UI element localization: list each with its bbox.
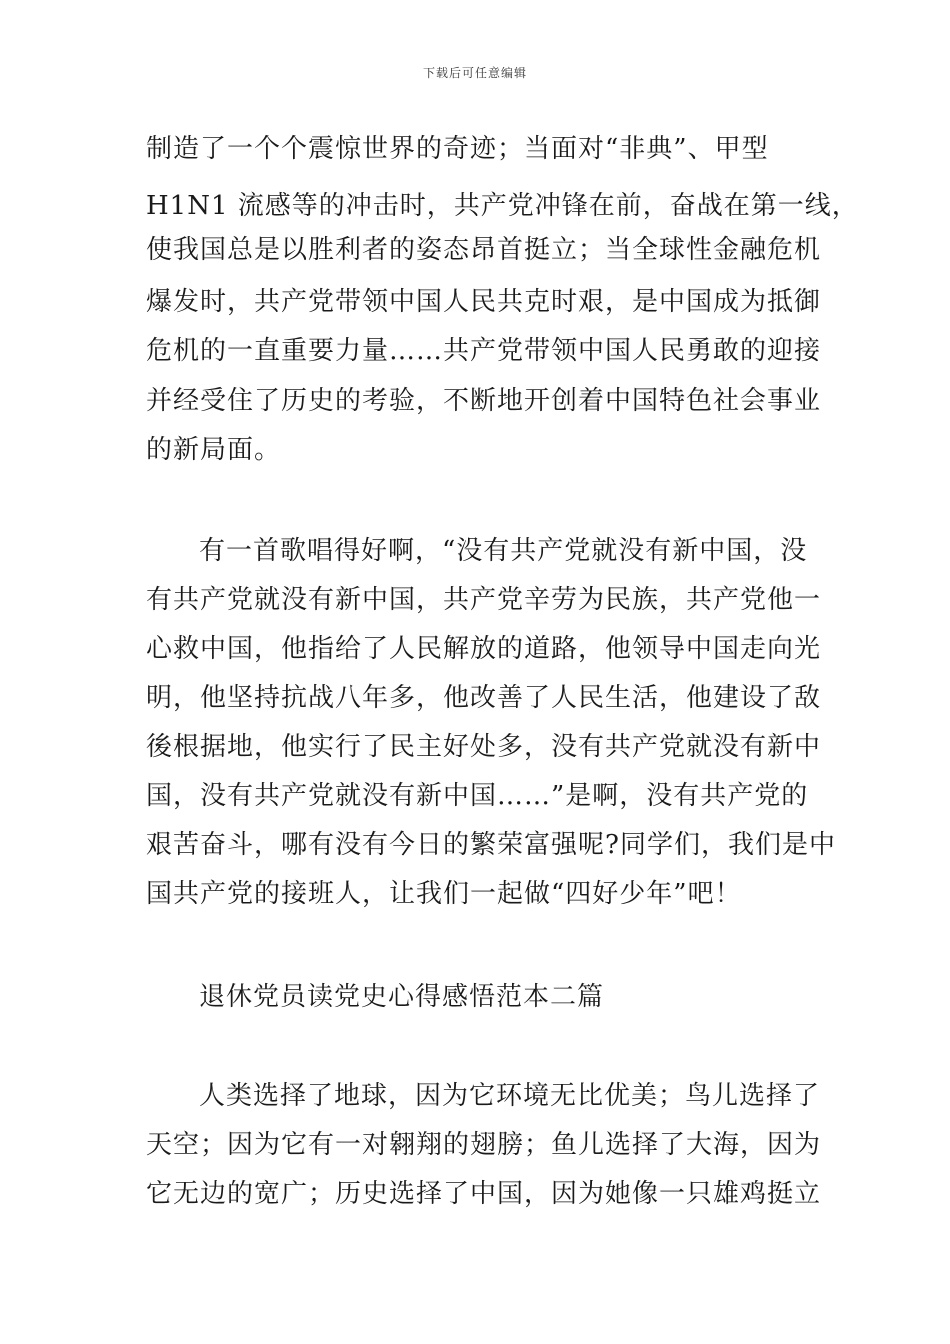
section-title: 退休党员读党史心得感悟范本二篇: [199, 982, 605, 1012]
paragraph-first-line: 有一首歌唱得好啊，“没有共产党就没有新中国，没: [199, 536, 808, 566]
text-line: 心救中国，他指给了人民解放的道路，他领导中国走向光: [146, 634, 822, 664]
text-line: 爆发时，共产党带领中国人民共克时艰，是中国成为抵御: [146, 287, 822, 317]
text-line: 危机的一直重要力量……共产党带领中国人民勇敢的迎接: [146, 336, 822, 366]
text-line: 国共产党的接班人，让我们一起做“四好少年”吧！: [146, 879, 742, 909]
page-header: 下载后可任意编辑: [422, 66, 527, 80]
text-line: 它无边的宽广；历史选择了中国，因为她像一只雄鸡挺立: [146, 1179, 822, 1209]
text-line: 有共产党就没有新中国，共产党辛劳为民族，共产党他一: [146, 585, 822, 615]
text-line: 使我国总是以胜利者的姿态昂首挺立；当全球性金融危机: [146, 235, 822, 265]
text-line: 的新局面。: [146, 435, 282, 465]
text-line: 制造了一个个震惊世界的奇迹；当面对“非典”、甲型: [146, 134, 769, 164]
paragraph-first-line: 人类选择了地球，因为它环境无比优美；鸟儿选择了: [199, 1081, 821, 1111]
text-line: 天空；因为它有一对翱翔的翅膀；鱼儿选择了大海，因为: [146, 1130, 822, 1160]
text-line: 明，他坚持抗战八年多，他改善了人民生活，他建设了敌: [146, 683, 822, 713]
text-line: 後根据地，他实行了民主好处多，没有共产党就没有新中: [146, 732, 822, 762]
text-line: 国，没有共产党就没有新中国……”是啊，没有共产党的: [146, 781, 809, 811]
text-line: H1N1 流感等的冲击时，共产党冲锋在前，奋战在第一线，: [146, 191, 859, 221]
text-line: 艰苦奋斗，哪有没有今日的繁荣富强呢?同学们，我们是中: [146, 830, 836, 860]
text-line: 并经受住了历史的考验，不断地开创着中国特色社会事业: [146, 386, 822, 416]
